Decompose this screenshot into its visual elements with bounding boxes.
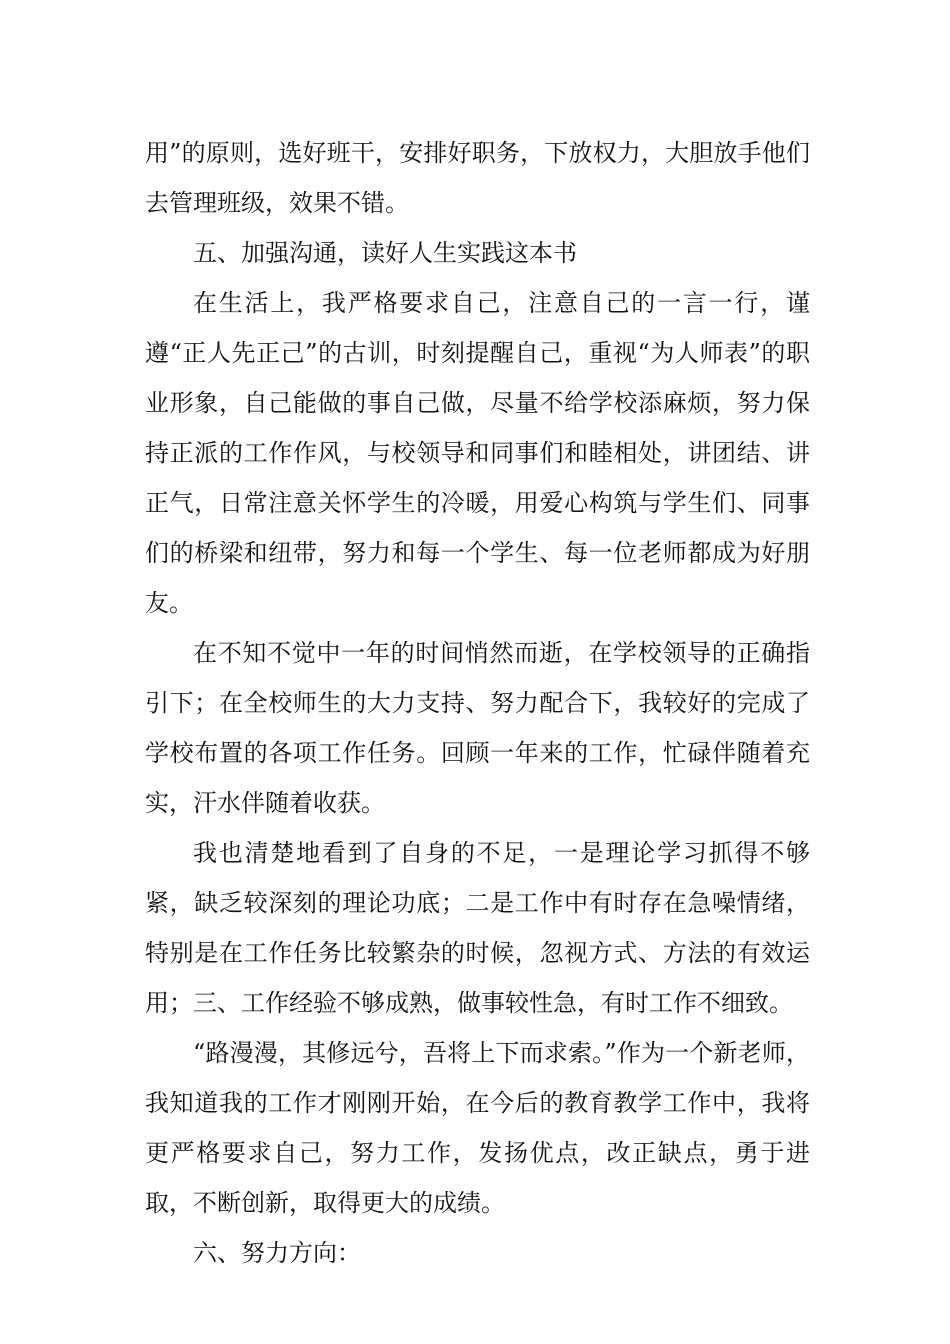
section-heading-six: 六、努力方向： [193, 1239, 361, 1267]
paragraph-year-review: 在不知不觉中一年的时间悄然而逝，在学校领导的正确指引下；在全校师生的大力支持、努力配合下，我较好的完成了学校布置的各项工作任务。回顾一年来的工作，忙碌伴随着充实，汗水伴随着收获。 [145, 639, 810, 817]
paragraph-outlook: “路漫漫，其修远兮，吾将上下而求索。”作为一个新老师，我知道我的工作才刚刚开始，在今后的教育教学工作中，我将更严格要求自己，努力工作，发扬优点，改正缺点，勇于进取，不断创新，取得更大的成绩。 [145, 1039, 810, 1217]
document-body [145, 128, 810, 1278]
paragraph-continuation: 用”的原则，选好班干，安排好职务，下放权力，大胆放手他们去管理班级，效果不错。 [145, 139, 810, 217]
paragraph-life-conduct: 在生活上，我严格要求自己，注意自己的一言一行，谨遵“正人先正己”的古训，时刻提醒自己，重视“为人师表”的职业形象，自己能做的事自己做，尽量不给学校添麻烦，努力保持正派的工作作风，与校领导和同事们和睦相处，讲团结、讲正气，日常注意关怀学生的冷暖，用爱心构筑与学生们、同事们的桥梁和纽带，努力和每一个学生、每一位老师都成为好朋友。 [145, 289, 810, 617]
section-heading-five: 五、加强沟通，读好人生实践这本书 [193, 239, 577, 267]
paragraph-shortcomings: 我也清楚地看到了自身的不足，一是理论学习抓得不够紧，缺乏较深刻的理论功底；二是工作中有时存在急噪情绪，特别是在工作任务比较繁杂的时候，忽视方式、方法的有效运用；三、工作经验不够成熟，做事较性急，有时工作不细致。 [145, 839, 810, 1017]
